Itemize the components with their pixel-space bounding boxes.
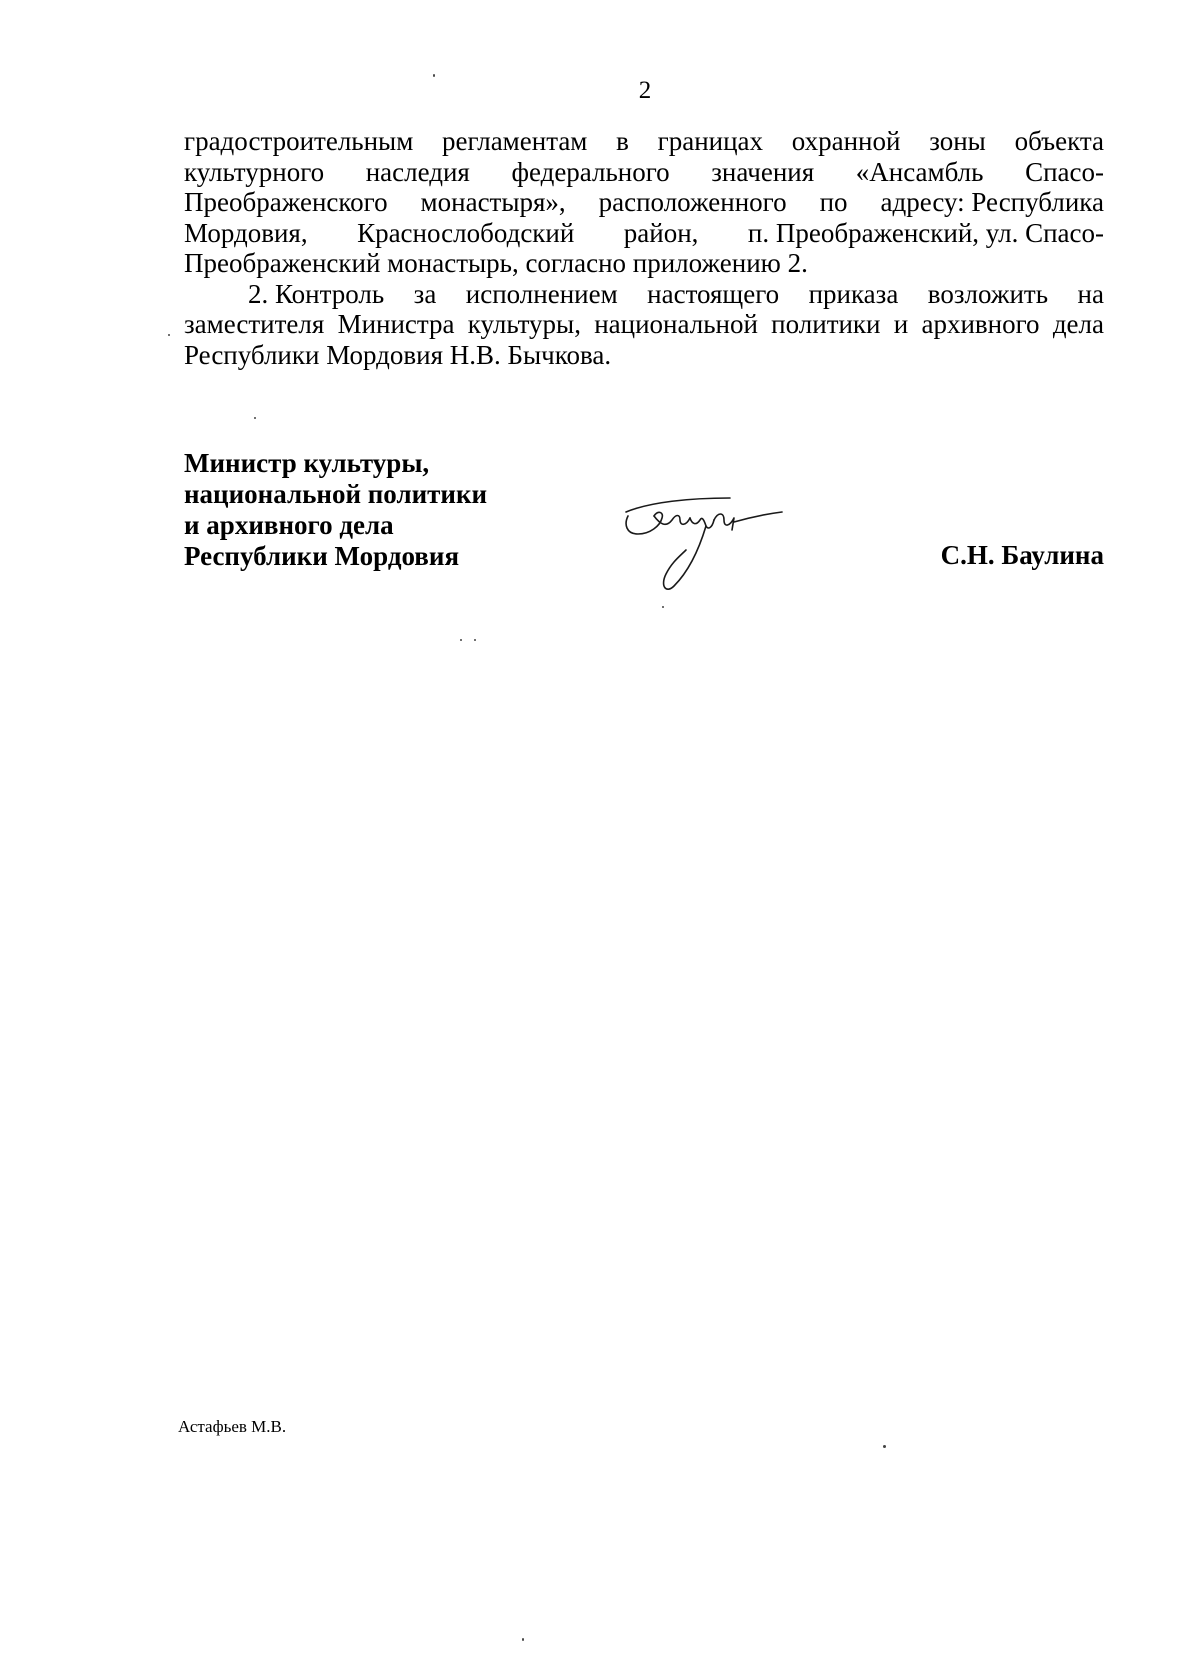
word: границах [657, 126, 764, 156]
word: градостроительным [184, 126, 414, 156]
page-number: 2 [638, 77, 652, 104]
word: культуры, [467, 309, 581, 339]
word: расположенного [598, 187, 787, 217]
body-line [184, 279, 1104, 310]
body-line: Республики Мордовия Н.В. Бычкова. [184, 339, 612, 370]
word: Краснослободский [357, 217, 575, 248]
word: Министра [337, 309, 455, 339]
body-line: Преображенский монастырь, согласно приложению 2. [184, 248, 808, 278]
word: охранной [791, 126, 901, 156]
scan-speck [254, 417, 256, 419]
word: федерального [511, 156, 670, 187]
word: Преображенского [184, 187, 388, 217]
scan-speck [168, 334, 170, 336]
word: п. Преображенский, ул. Спасо- [747, 217, 1104, 248]
word: Мордовия, [184, 217, 308, 248]
word: и [893, 309, 909, 339]
word: возложить [927, 278, 1049, 309]
body-line [184, 187, 1104, 218]
word: культурного [184, 156, 325, 187]
word: политики [771, 309, 881, 339]
signatory-title [184, 448, 487, 572]
word: архивного [921, 309, 1040, 339]
word: настоящего [647, 278, 780, 309]
word: дела [1052, 309, 1104, 339]
word: исполнением [465, 278, 618, 309]
word: за [413, 278, 437, 309]
word: приказа [808, 278, 899, 309]
signatory-title-line: и архивного дела [184, 510, 394, 540]
handwritten-signature [620, 490, 800, 600]
word: «Ансамбль [855, 156, 984, 187]
word: в [616, 126, 629, 156]
word: на [1077, 278, 1104, 309]
word: Спасо- [1025, 156, 1104, 187]
body-line [184, 218, 1104, 249]
word: заместителя [184, 309, 325, 339]
body-line [184, 309, 1104, 340]
executor-name: Астафьев М.В. [178, 1417, 287, 1436]
word: национальной [594, 309, 758, 339]
document-body [184, 126, 1104, 370]
scan-speck [460, 639, 462, 641]
word: район, [623, 217, 699, 248]
word: объекта [1014, 126, 1104, 156]
scan-speck [433, 74, 435, 77]
word: зоны [929, 126, 986, 156]
word: 2. Контроль [248, 278, 385, 309]
body-line [184, 126, 1104, 157]
signatory-title-line: Республики Мордовия [184, 541, 460, 571]
scan-speck [662, 606, 664, 608]
scan-speck [883, 1445, 886, 1448]
word: регламентам [442, 126, 588, 156]
scan-speck [474, 639, 476, 641]
signatory-title-line: национальной политики [184, 479, 488, 509]
signatory-name: С.Н. Баулина [940, 540, 1104, 570]
body-line [184, 157, 1104, 188]
word: по [819, 187, 848, 217]
word: значения [711, 156, 815, 187]
signatory-title-line: Министр культуры, [184, 448, 430, 478]
scan-speck [522, 1638, 524, 1641]
word: наследия [365, 156, 470, 187]
word: адресу: Республика [880, 187, 1104, 217]
word: монастыря», [420, 187, 566, 217]
